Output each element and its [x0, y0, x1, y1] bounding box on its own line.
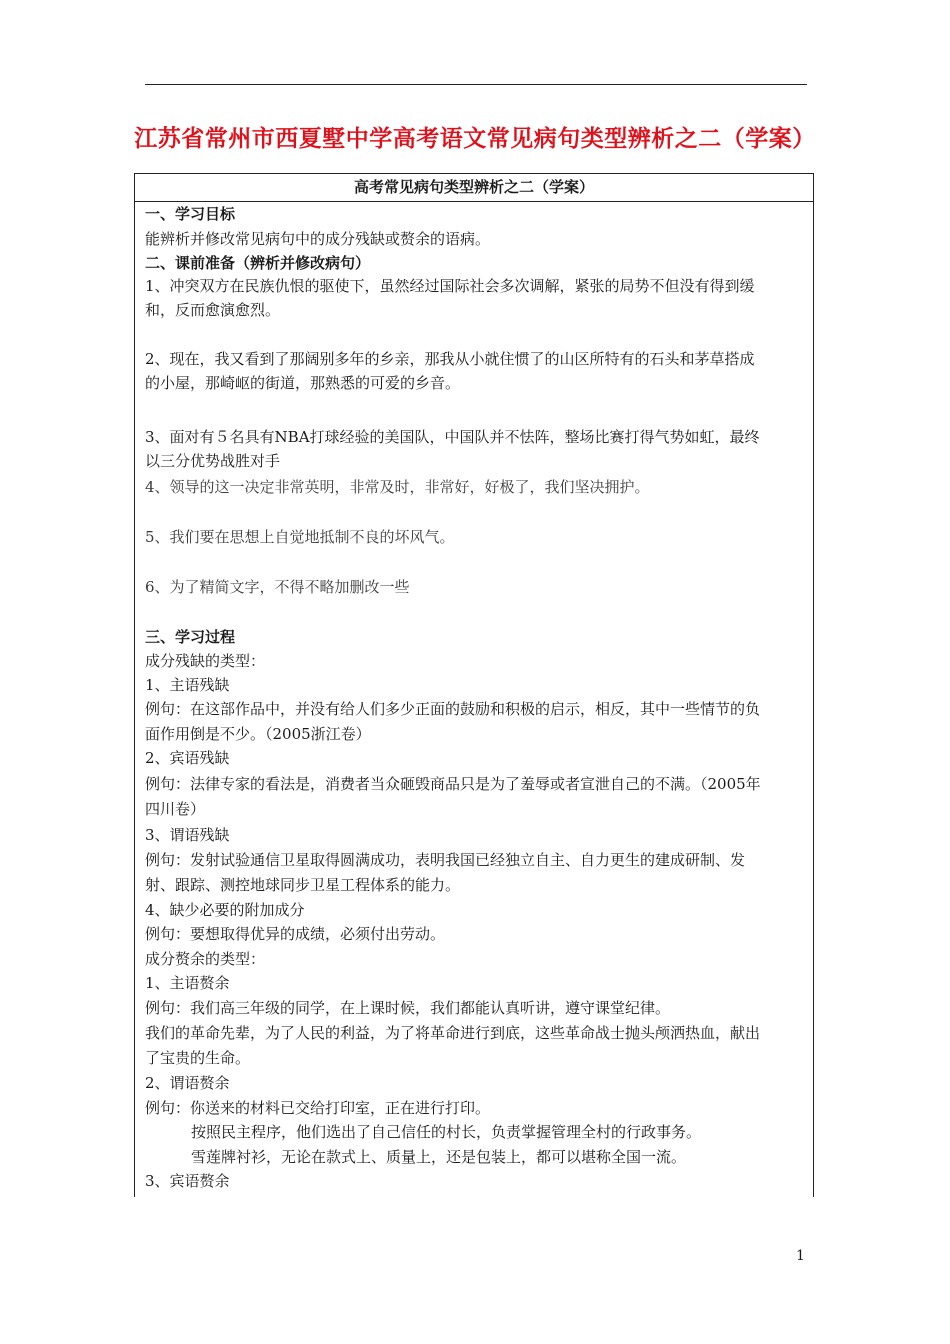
text-line: 1、冲突双方在民族仇恨的驱使下，虽然经过国际社会多次调解，紧张的局势不但没有得到缓: [145, 277, 755, 295]
document-title: 江苏省常州市西夏墅中学高考语文常见病句类型辨析之二（学案）: [134, 125, 816, 152]
text-line: 例句：在这部作品中，并没有给人们多少正面的鼓励和积极的启示，相反，其中一些情节的负: [145, 700, 761, 718]
top-rule: [145, 84, 807, 85]
text-line: 3、谓语残缺: [145, 826, 230, 844]
text-line: 成分残缺的类型：: [145, 652, 266, 670]
text-line: 了宝贵的生命。: [145, 1049, 251, 1067]
text-line: 例句：你送来的材料已交给打印室，正在进行打印。: [145, 1099, 491, 1117]
worksheet-box: [134, 173, 814, 1197]
text-line: 能辨析并修改常见病句中的成分残缺或赘余的语病。: [145, 230, 491, 248]
text-line: 面作用倒是不少。（2005浙江卷）: [145, 725, 371, 743]
text-line: 2、宾语残缺: [145, 749, 230, 767]
text-line: 3、面对有５名具有NBA打球经验的美国队，中国队并不怯阵，整场比赛打得气势如虹，最终: [145, 428, 760, 446]
text-line: 我们的革命先辈，为了人民的利益，为了将革命进行到底，这些革命战士抛头颅洒热血，献出: [145, 1024, 761, 1042]
section-heading: 一、学习目标: [145, 205, 236, 223]
text-line: 6、为了精简文字，不得不略加删改一些: [145, 578, 410, 596]
text-line: 4、缺少必要的附加成分: [145, 901, 305, 919]
table-title: 高考常见病句类型辨析之二（学案）: [135, 174, 813, 202]
text-line: 成分赘余的类型：: [145, 950, 266, 968]
text-line: 的小屋，那崎岖的街道，那熟悉的可爱的乡音。: [145, 374, 461, 392]
text-line: 和，反而愈演愈烈。: [145, 301, 281, 319]
text-line: 5、我们要在思想上自觉地抵制不良的坏风气。: [145, 528, 455, 546]
text-line: 雪莲牌衬衫，无论在款式上、质量上，还是包装上，都可以堪称全国一流。: [191, 1148, 687, 1166]
text-line: 按照民主程序，他们选出了自己信任的村长，负责掌握管理全村的行政事务。: [191, 1123, 702, 1141]
section-heading: 三、学习过程: [145, 628, 236, 646]
text-line: 3、宾语赘余: [145, 1172, 230, 1190]
text-line: 1、主语赘余: [145, 974, 230, 992]
text-line: 例句：要想取得优异的成绩，必须付出劳动。: [145, 925, 446, 943]
text-line: 例句：法律专家的看法是，消费者当众砸毁商品只是为了羞辱或者宣泄自己的不满。（2005年: [145, 775, 761, 793]
text-line: 以三分优势战胜对手: [145, 452, 281, 470]
text-line: 例句：发射试验通信卫星取得圆满成功，表明我国已经独立自主、自力更生的建成研制、发: [145, 851, 746, 869]
text-line: 例句：我们高三年级的同学，在上课时候，我们都能认真听讲，遵守课堂纪律。: [145, 999, 671, 1017]
text-line: 2、现在，我又看到了那阔别多年的乡亲，那我从小就住惯了的山区所特有的石头和茅草搭成: [145, 350, 755, 368]
text-line: 射、跟踪、测控地球同步卫星工程体系的能力。: [145, 876, 461, 894]
section-heading: 二、课前准备（辨析并修改病句）: [145, 254, 371, 272]
text-line: 4、领导的这一决定非常英明，非常及时，非常好，好极了，我们坚决拥护。: [145, 478, 650, 496]
text-line: 1、主语残缺: [145, 676, 230, 694]
text-line: 2、谓语赘余: [145, 1074, 230, 1092]
text-line: 四川卷）: [145, 800, 206, 818]
page-number: 1: [796, 1248, 805, 1264]
